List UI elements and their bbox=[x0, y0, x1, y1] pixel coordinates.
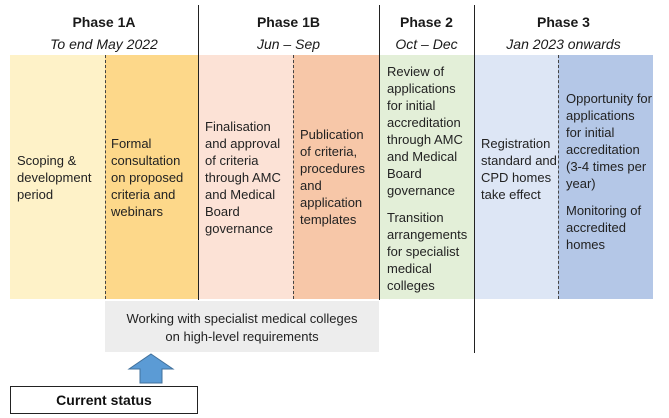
phase-1a-title: Phase 1A bbox=[72, 14, 136, 30]
opportunity-label: Opportunity for applications for initial accreditation (3-4 times per year) bbox=[566, 91, 652, 191]
phase3-text bbox=[566, 90, 652, 263]
phase-3-title: Phase 3 bbox=[537, 14, 590, 30]
up-arrow-icon bbox=[127, 353, 175, 384]
phase-2-title: Phase 2 bbox=[400, 14, 453, 30]
phase-3-subtitle: Jan 2023 onwards bbox=[506, 36, 621, 52]
phase2-review-label: Review of applications for initial accreditation through AMC and Medical Board governance bbox=[387, 64, 463, 198]
dashed-divider-phase1a bbox=[105, 55, 106, 299]
phase-2-subtitle: Oct – Dec bbox=[395, 36, 458, 52]
separator-2-3 bbox=[474, 5, 475, 353]
publication-text bbox=[300, 126, 376, 238]
consultation-text bbox=[111, 135, 197, 230]
registration-text bbox=[481, 135, 557, 213]
colleges-band bbox=[105, 301, 379, 352]
current-status-box: Current status bbox=[10, 386, 198, 414]
finalisation-label: Finalisation and approval of criteria through AMC and Medical Board governance bbox=[205, 119, 281, 236]
phase-1b-subtitle: Jun – Sep bbox=[256, 36, 321, 52]
dashed-divider-phase3 bbox=[558, 55, 559, 299]
scoping-text bbox=[17, 152, 101, 213]
phase2-transition-label: Transition arrangements for specialist medical colleges bbox=[387, 210, 468, 293]
up-arrow-shape bbox=[129, 354, 173, 383]
phase2-text bbox=[387, 63, 473, 304]
colleges-band-text: Working with specialist medical colleges on high-level requirements bbox=[126, 311, 358, 344]
phase-1b-title: Phase 1B bbox=[256, 14, 321, 30]
consultation-label: Formal consultation on proposed criteria and webinars bbox=[111, 136, 184, 219]
dashed-divider-phase1b bbox=[293, 55, 294, 299]
finalisation-text bbox=[205, 118, 291, 247]
monitoring-label: Monitoring of accredited homes bbox=[566, 203, 642, 252]
registration-label: Registration standard and CPD homes take effect bbox=[481, 136, 557, 202]
phase-1a-subtitle: To end May 2022 bbox=[50, 36, 158, 52]
publication-label: Publication of criteria, procedures and application templates bbox=[300, 127, 366, 227]
scoping-label: Scoping & development period bbox=[17, 153, 92, 202]
